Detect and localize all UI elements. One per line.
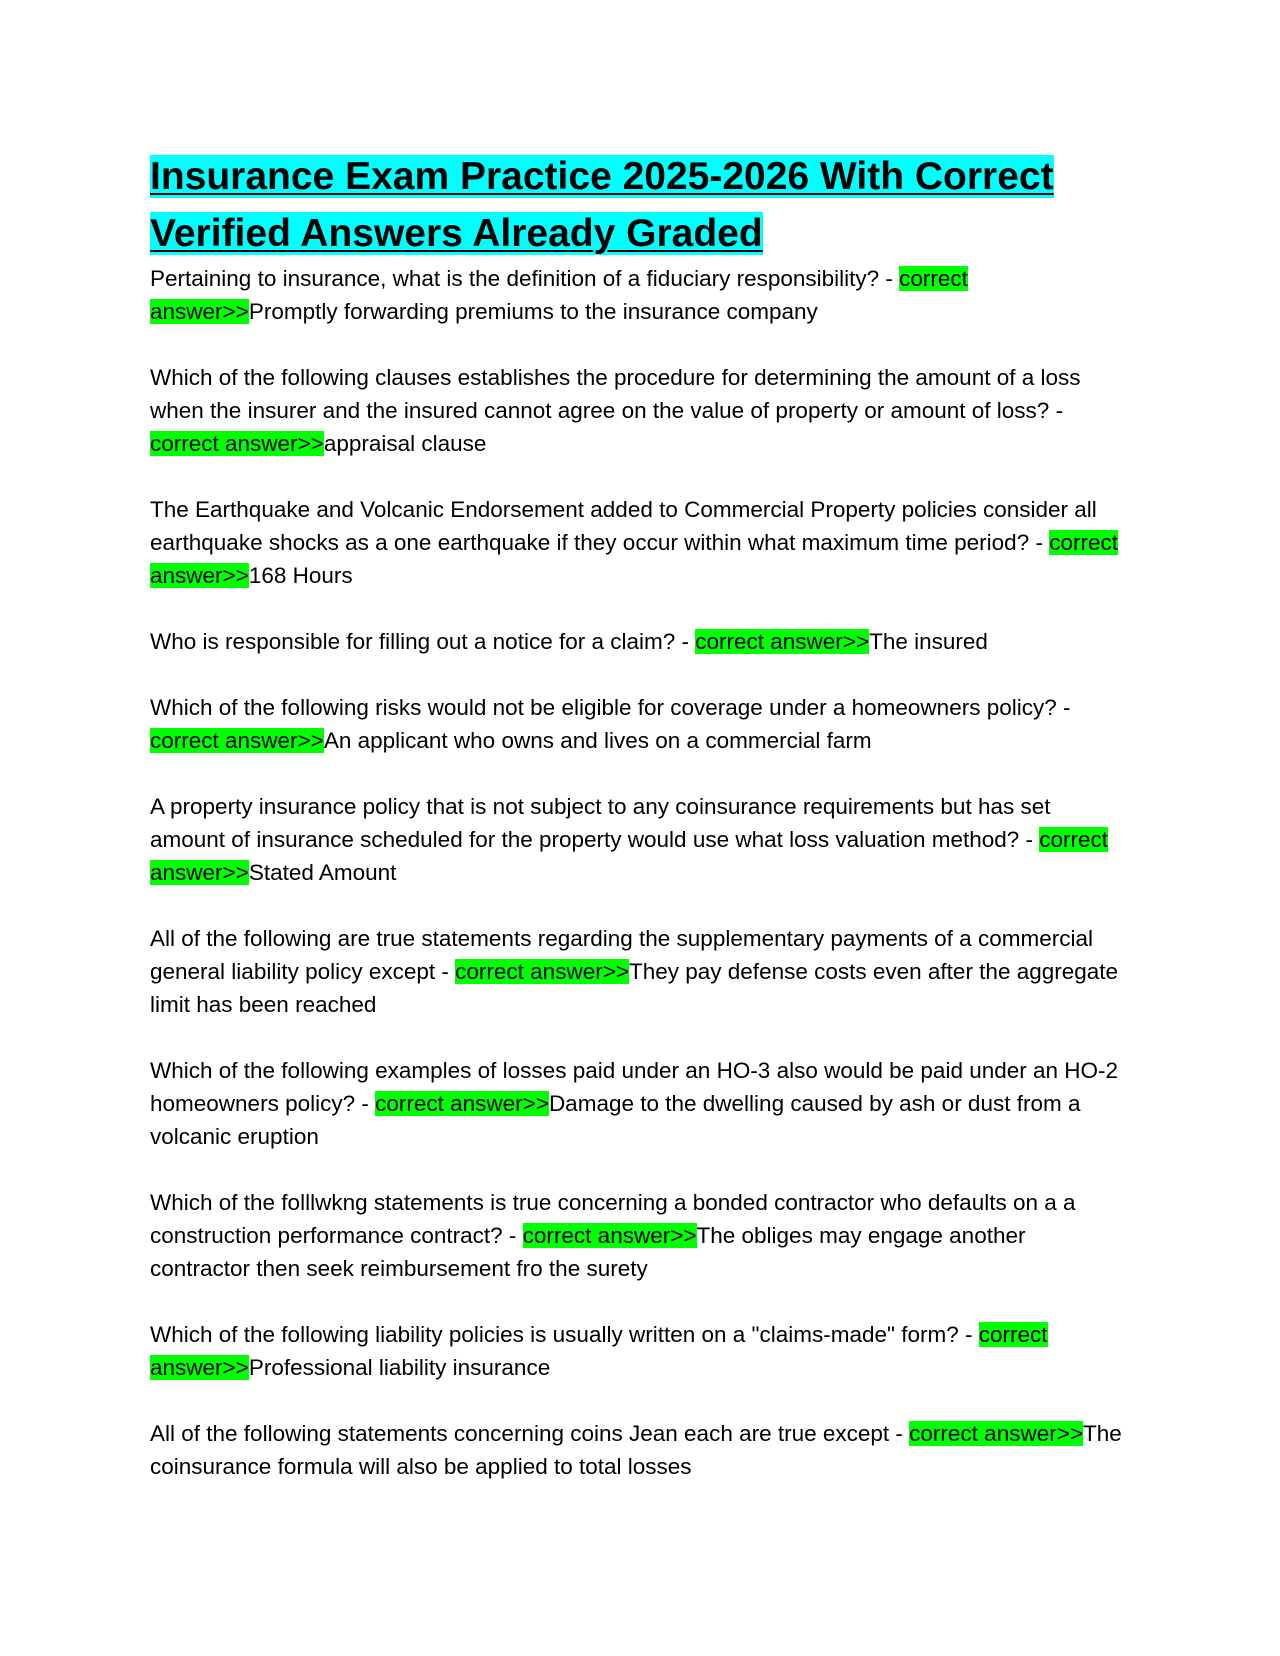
question-text: Which of the folllwkng statements is true concerning a bonded contractor who defaults on a a construction performance contract? - (150, 1190, 1076, 1248)
question-text: Which of the following risks would not be eligible for coverage under a homeowners policy? - (150, 695, 1071, 720)
question-text: Who is responsible for filling out a notice for a claim? - (150, 629, 696, 654)
question-text: All of the following statements concerning coins Jean each are true except - (150, 1421, 910, 1446)
qa-item (150, 790, 1130, 889)
qa-item (150, 1186, 1130, 1285)
answer-marker: correct answer>> (455, 959, 629, 984)
answer-text: Professional liability insurance (248, 1355, 551, 1380)
qa-item (150, 262, 1130, 328)
question-text: Pertaining to insurance, what is the definition of a fiduciary responsibility? - (150, 266, 900, 291)
answer-marker: correct answer>> (695, 629, 870, 654)
answer-marker: correct answer>> (150, 728, 324, 753)
question-text: Which of the following liability policies is usually written on a "claims-made" form? - (150, 1322, 979, 1347)
qa-item (150, 1054, 1130, 1153)
answer-text: An applicant who owns and lives on a commercial farm (323, 728, 872, 753)
qa-item (150, 1417, 1130, 1483)
answer-text: The insured (869, 629, 988, 654)
question-text: The Earthquake and Volcanic Endorsement added to Commercial Property policies consider all earthquake shocks as a one earthquake if they occur within what maximum time period? - (150, 497, 1097, 555)
answer-marker: correct answer>> (909, 1421, 1083, 1446)
answer-text: Promptly forwarding premiums to the insurance company (248, 299, 818, 324)
answer-marker: correct answer>> (150, 266, 968, 324)
answer-text: They pay defense costs even after the aggregate limit has been reached (150, 959, 1119, 1017)
answer-text: Stated Amount (248, 860, 397, 885)
answer-text: The obliges may engage another contractor then seek reimbursement fro the surety (150, 1223, 1026, 1281)
answer-marker: correct answer>> (522, 1223, 697, 1248)
question-text: All of the following are true statements regarding the supplementary payments of a commercial general liability policy except - (150, 926, 1093, 984)
qa-item (150, 691, 1130, 757)
answer-marker: correct answer>> (150, 1322, 1048, 1380)
qa-list (150, 262, 1130, 1483)
answer-text: The coinsurance formula will also be applied to total losses (150, 1421, 1122, 1479)
answer-marker: correct answer>> (150, 530, 1118, 588)
qa-item (150, 493, 1130, 592)
answer-text: Damage to the dwelling caused by ash or dust from a volcanic eruption (150, 1091, 1081, 1149)
answer-marker: correct answer>> (150, 431, 324, 456)
document-page (150, 148, 1130, 1516)
qa-item (150, 1318, 1130, 1384)
qa-item (150, 922, 1130, 1021)
qa-item (150, 625, 1130, 658)
question-text: A property insurance policy that is not subject to any coinsurance requirements but has set amount of insurance scheduled for the property would use what loss valuation method? - (150, 794, 1051, 852)
answer-marker: correct answer>> (150, 827, 1109, 885)
qa-item (150, 361, 1130, 460)
answer-text: 168 Hours (248, 563, 353, 588)
document-title (150, 148, 1130, 262)
document-title-text: Insurance Exam Practice 2025-2026 With Correct Verified Answers Already Graded (150, 155, 1054, 255)
answer-marker: correct answer>> (375, 1091, 549, 1116)
question-text: Which of the following clauses establishes the procedure for determining the amount of a loss when the insurer and the insured cannot agree on the value of property or amount of loss? - (150, 365, 1081, 423)
answer-text: appraisal clause (323, 431, 487, 456)
question-text: Which of the following examples of losses paid under an HO-3 also would be paid under an HO-2 homeowners policy? - (150, 1058, 1119, 1116)
